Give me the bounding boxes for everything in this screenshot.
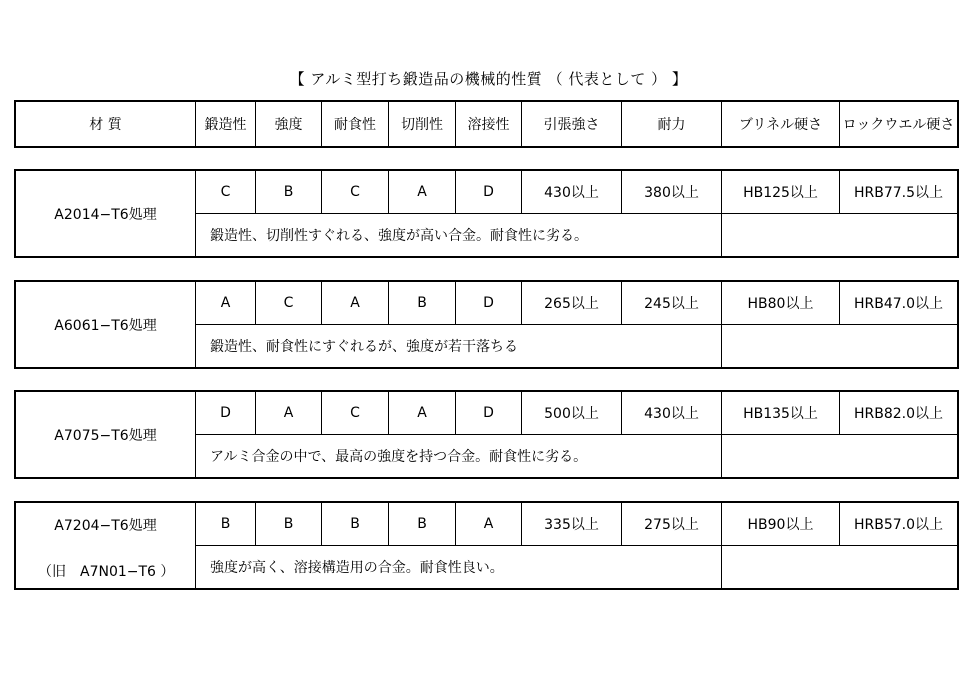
strength-grade: B: [256, 171, 322, 214]
header-machinability: 切削性: [389, 102, 456, 147]
brinell-value: HB90以上: [722, 503, 840, 546]
header-corrosion-resistance: 耐食性: [322, 102, 389, 147]
weldability-grade: D: [456, 282, 522, 325]
brinell-value: HB135以上: [722, 392, 840, 435]
material-name: A2014−T6処理: [16, 171, 196, 257]
yield-strength-value: 275以上: [622, 503, 722, 546]
material-block: [15, 502, 958, 589]
header-weldability: 溶接性: [456, 102, 522, 147]
yield-strength-value: 380以上: [622, 171, 722, 214]
empty-cell: [722, 435, 958, 478]
machinability-grade: A: [389, 392, 456, 435]
page-title: 【 アルミ型打ち鍛造品の機械的性質 （ 代表として ） 】: [289, 70, 688, 88]
table-row: [16, 392, 958, 435]
rockwell-value: HRB57.0以上: [840, 503, 958, 546]
material-description: 鍛造性、耐食性にすぐれるが、強度が若干落ちる: [196, 325, 722, 368]
rockwell-value: HRB47.0以上: [840, 282, 958, 325]
material-block: [15, 391, 958, 478]
table-row: [16, 282, 958, 325]
tensile-strength-value: 265以上: [522, 282, 622, 325]
empty-cell: [722, 546, 958, 589]
table-row: [16, 503, 958, 546]
table-row: [16, 171, 958, 214]
forgeability-grade: D: [196, 392, 256, 435]
header-brinell-hardness: ブリネル硬さ: [722, 102, 840, 147]
brinell-value: HB80以上: [722, 282, 840, 325]
strength-grade: B: [256, 503, 322, 546]
empty-cell: [722, 325, 958, 368]
tensile-strength-value: 500以上: [522, 392, 622, 435]
machinability-grade: B: [389, 282, 456, 325]
corrosion-grade: C: [322, 392, 389, 435]
weldability-grade: A: [456, 503, 522, 546]
material-block: [15, 170, 958, 257]
header-forgeability: 鍛造性: [196, 102, 256, 147]
material-block: [15, 281, 958, 368]
corrosion-grade: B: [322, 503, 389, 546]
header-rockwell-hardness: ロックウエル硬さ: [840, 102, 958, 147]
corrosion-grade: A: [322, 282, 389, 325]
material-name: A7204−T6処理: [54, 518, 157, 534]
machinability-grade: A: [389, 171, 456, 214]
header-material: 材 質: [16, 102, 196, 147]
header-yield-strength: 耐力: [622, 102, 722, 147]
header-tensile-strength: 引張強さ: [522, 102, 622, 147]
material-description: 鍛造性、切削性すぐれる、強度が高い合金。耐食性に劣る。: [196, 214, 722, 257]
material-name: A6061−T6処理: [16, 282, 196, 368]
empty-cell: [722, 214, 958, 257]
corrosion-grade: C: [322, 171, 389, 214]
material-name-cell: [16, 503, 196, 589]
brinell-value: HB125以上: [722, 171, 840, 214]
forgeability-grade: C: [196, 171, 256, 214]
forgeability-grade: A: [196, 282, 256, 325]
machinability-grade: B: [389, 503, 456, 546]
yield-strength-value: 245以上: [622, 282, 722, 325]
forgeability-grade: B: [196, 503, 256, 546]
material-name: A7075−T6処理: [16, 392, 196, 478]
material-description: 強度が高く、溶接構造用の合金。耐食性良い。: [196, 546, 722, 589]
tensile-strength-value: 335以上: [522, 503, 622, 546]
header-strength: 強度: [256, 102, 322, 147]
strength-grade: A: [256, 392, 322, 435]
weldability-grade: D: [456, 171, 522, 214]
material-description: アルミ合金の中で、最高の強度を持つ合金。耐食性に劣る。: [196, 435, 722, 478]
header-table: [15, 101, 958, 147]
yield-strength-value: 430以上: [622, 392, 722, 435]
weldability-grade: D: [456, 392, 522, 435]
rockwell-value: HRB82.0以上: [840, 392, 958, 435]
rockwell-value: HRB77.5以上: [840, 171, 958, 214]
tensile-strength-value: 430以上: [522, 171, 622, 214]
strength-grade: C: [256, 282, 322, 325]
material-former-name: （旧 A7N01−T6 ）: [38, 564, 175, 580]
header-row: [16, 102, 958, 147]
